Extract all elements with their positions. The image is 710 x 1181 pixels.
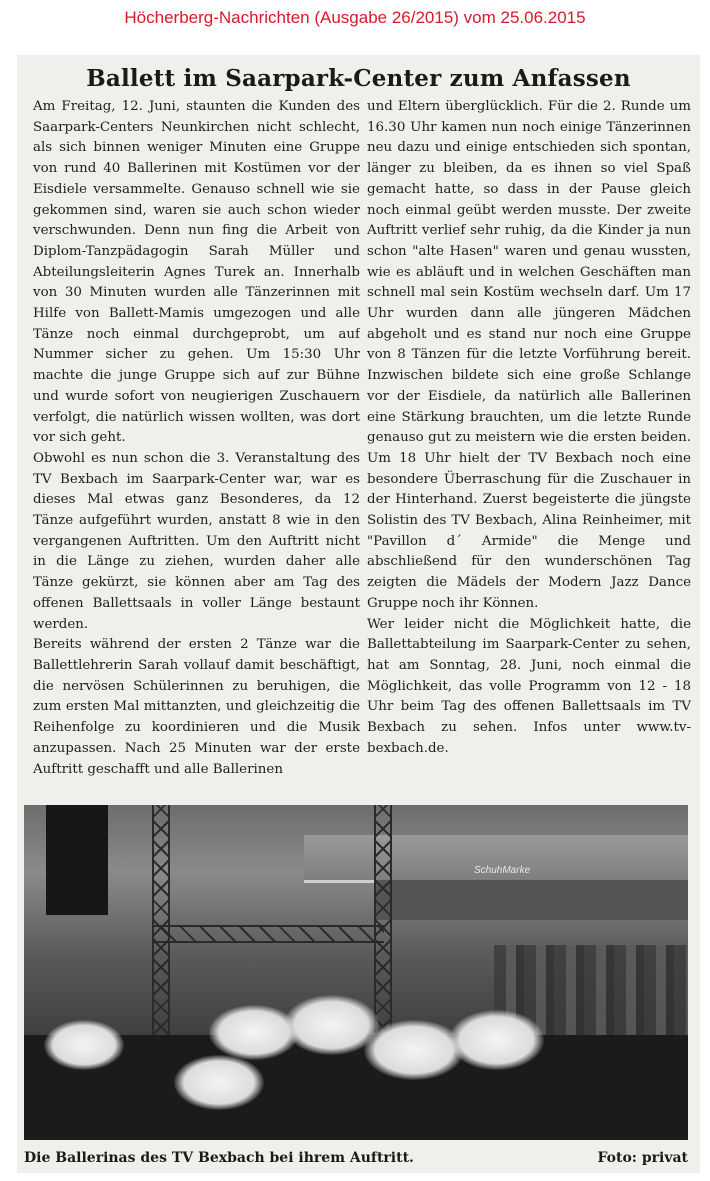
ballerina-tutu (44, 1020, 124, 1070)
ballerina-tutu (174, 1055, 264, 1110)
ballerina-tutu (364, 1020, 464, 1080)
stage-truss-top (154, 925, 384, 943)
article-paragraph: Bereits während der ersten 2 Tänze war die Ballettlehrerin Sarah vollauf damit beschäftigt, die nervösen Schülerinnen zu beruhigen, die zum ersten Mal mittanzten, und gleichzeitig die Reihenfolge zu koordinieren und die Musik anzupassen. Nach 25 Minuten war der erste Auftritt geschafft und alle Ballerinen (33, 637, 360, 777)
ballet-performance-photo (24, 805, 688, 1140)
loudspeaker (46, 805, 108, 915)
photo-caption: Die Ballerinas des TV Bexbach bei ihrem Auftritt. (24, 1150, 414, 1166)
article-paragraph: Wer leider nicht die Möglichkeit hatte, die Ballettabteilung im Saarpark-Center zu sehen, hat am Sonntag, 28. Juni, noch einmal die Möglichkeit, das volle Programm von 12 - 18 Uhr beim Tag des offenen Ballettsaals im TV Bexbach zu sehen. Infos unter www.tv-bexbach.de. (367, 616, 691, 756)
stage-floor (24, 1035, 688, 1140)
newspaper-source-line: Höcherberg-Nachrichten (Ausgabe 26/2015) vom 25.06.2015 (124, 8, 586, 27)
newspaper-clipping (17, 55, 700, 1173)
article-paragraph: Obwohl es nun schon die 3. Veranstaltung des TV Bexbach im Saarpark-Center war, war es dieses Mal etwas ganz Besonderes, da 12 Tänze aufgeführt wurden, anstatt 8 wie in den vergangenen Auftritten. Um den Auftritt nicht in die Länge zu ziehen, wurden daher alle Tänze gekürzt, sie können aber am Tag des offenen Ballettsaals in voller Länge bestaunt werden. (33, 450, 360, 632)
store-sign: SchuhMarke (474, 865, 531, 876)
ballerina-tutu (449, 1010, 544, 1070)
article-paragraph: und Eltern überglücklich. Für die 2. Runde um 16.30 Uhr kamen nun noch einige Tänzerinnen neu dazu und einige entschieden sich spontan, länger zu bleiben, da es ihnen so viel Spaß gemacht hatte, so dass in der Pause gleich noch einmal geübt werden musste. Der zweite Auftritt verlief sehr ruhig, da die Kinder ja nun schon "alte Hasen" waren und genau wussten, wie es abläuft und in welchen Geschäften man schnell mal sein Kostüm wechseln darf. Um 17 Uhr wurden dann alle jüngeren Mädchen abgeholt und es stand nur noch eine Gruppe von 8 Tänzen für die letzte Vorführung bereit. Inzwischen bildete sich eine große Schlange vor der Eisdiele, da natürlich alle Ballerinen eine Stärkung brauchten, um die letzte Runde genauso gut zu meistern wie die ersten beiden. Um 18 Uhr hielt der TV Bexbach noch eine besondere Überraschung für die Zuschauer in der Hinterhand. Zuerst begeisterte die jüngste Solistin des TV Bexbach, Alina Reinheimer, mit "Pavillon d´ Armide" die Menge und abschließend für den wunderschönen Tag zeigten die Mädels der Modern Jazz Dance Gruppe noch ihr Können. (367, 99, 691, 611)
photo-credit: Foto: privat (597, 1150, 688, 1166)
store-front (374, 880, 688, 920)
article-column-right (367, 97, 691, 802)
article-column-left (33, 97, 360, 802)
article-paragraph: Am Freitag, 12. Juni, staunten die Kunden des Saarpark-Centers Neunkirchen nicht schlecht, als sich binnen weniger Minuten eine Gruppe von rund 40 Ballerinen mit Kostümen vor der Eisdiele versammelte. Genauso schnell wie sie gekommen sind, waren sie auch schon wieder verschwunden. Denn nun fing die Arbeit von Diplom-Tanzpädagogin Sarah Müller und Abteilungsleiterin Agnes Turek an. Innerhalb von 30 Minuten wurden alle Tänzerinnen mit Hilfe von Ballett-Mamis umgezogen und alle Tänze noch einmal durchgeprobt, um auf Nummer sicher zu gehen. Um 15:30 Uhr machte die junge Gruppe sich auf zur Bühne und wurde sofort von neugierigen Zuschauern verfolgt, die natürlich wissen wollten, was dort vor sich geht. (33, 99, 360, 446)
article-title: Ballett im Saarpark-Center zum Anfassen (86, 65, 631, 92)
